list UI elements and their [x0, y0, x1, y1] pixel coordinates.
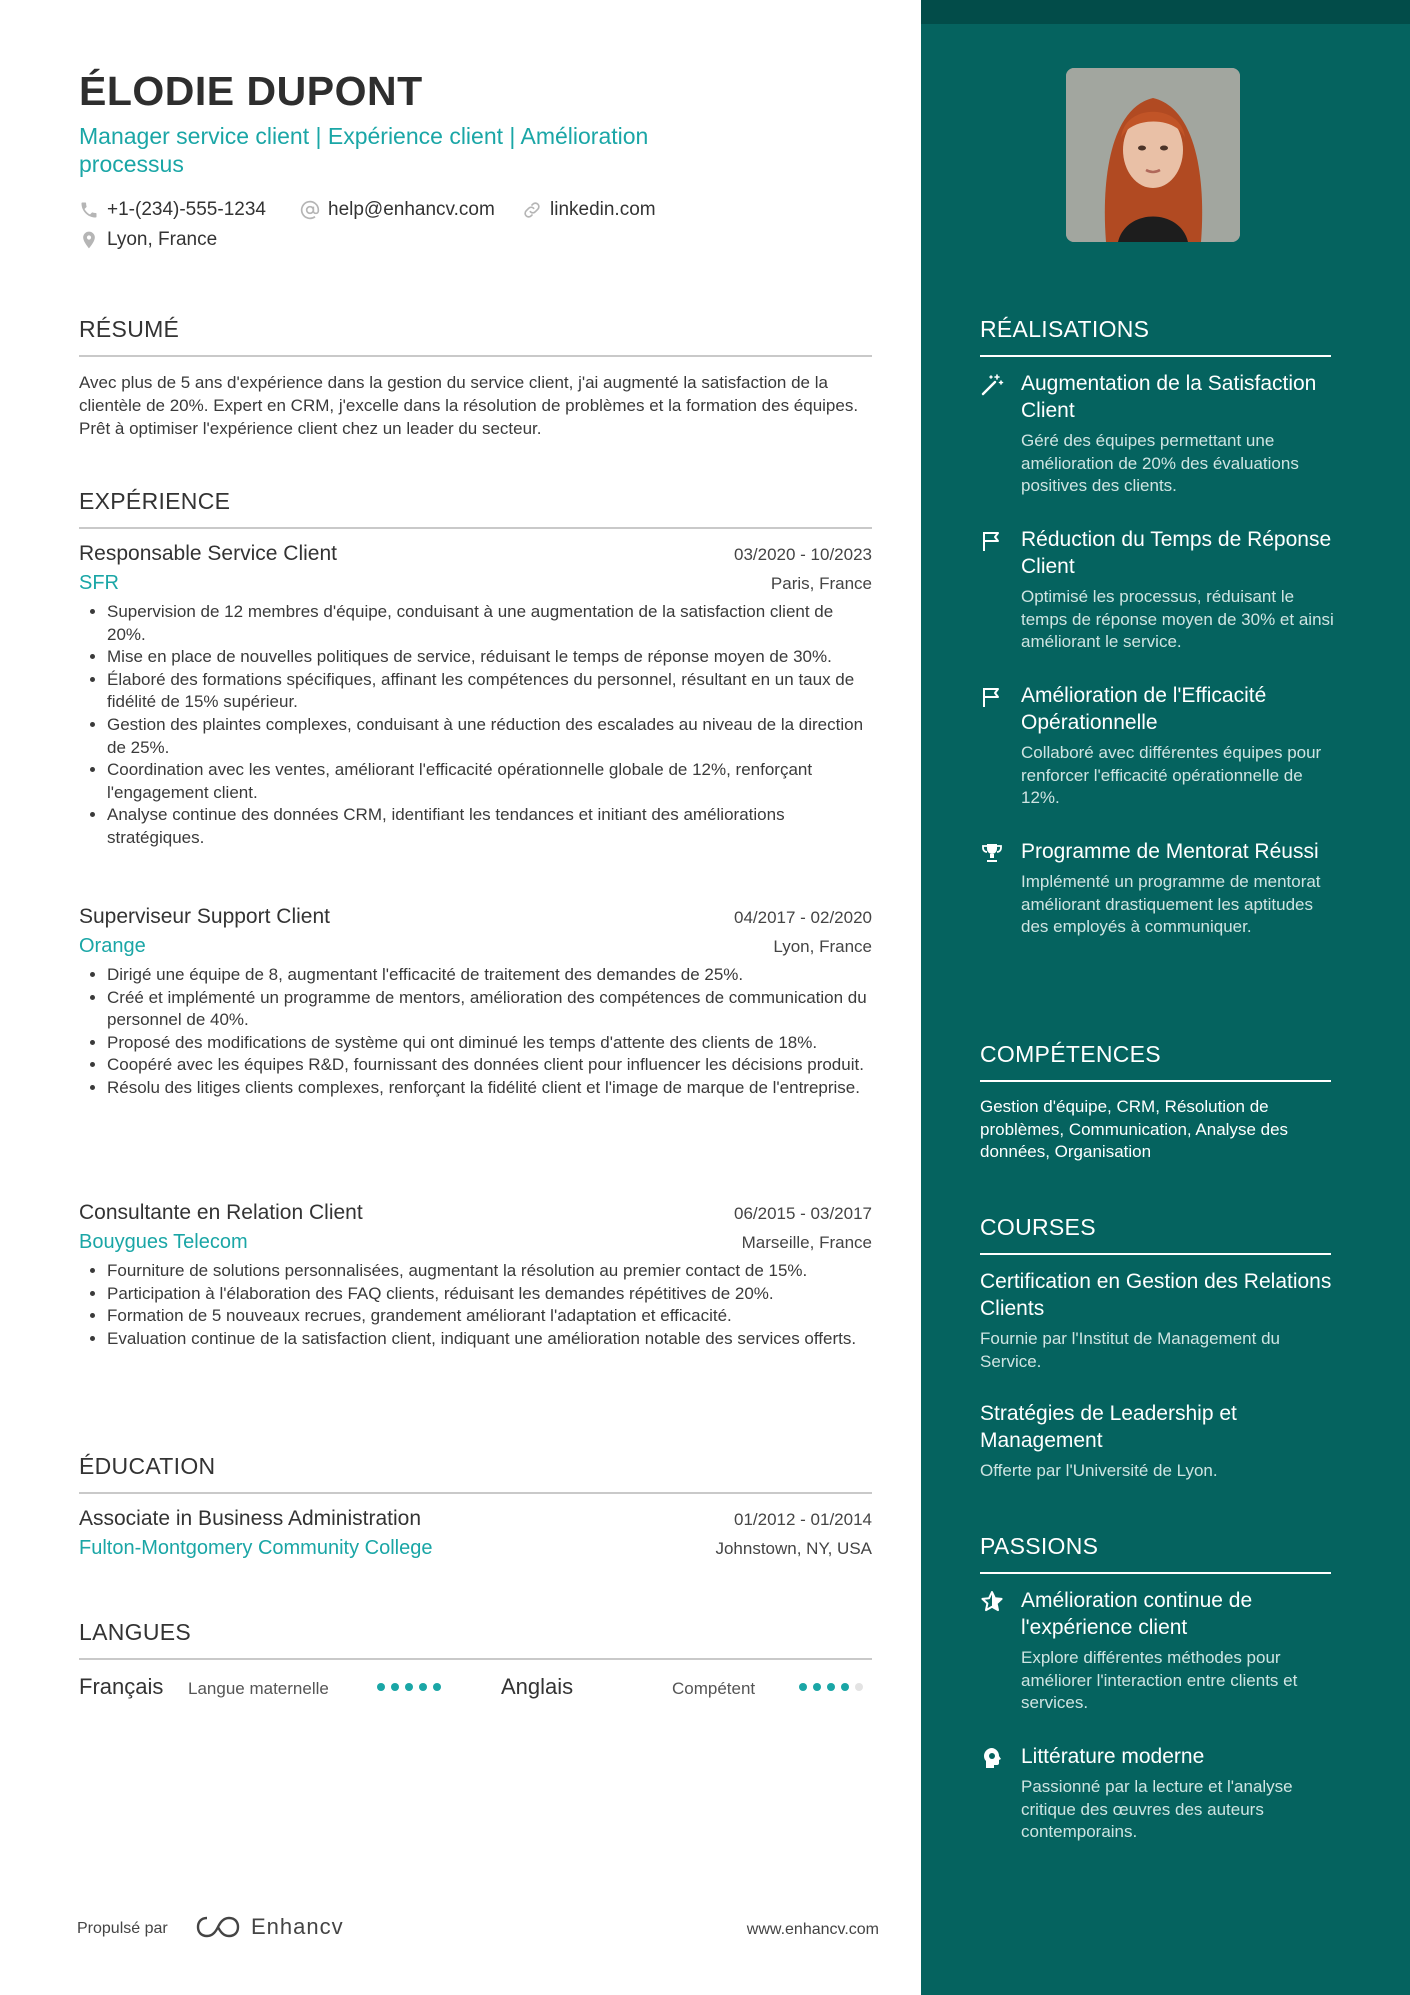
- sidebar-top-band: [921, 0, 1410, 24]
- job-bullet: • Créé et implémenté un programme de mentors, amélioration des compétences de communication du personnel de 40%.: [107, 987, 872, 1032]
- job-location: Marseille, France: [741, 1233, 872, 1252]
- job-bullet: • Coordination avec les ventes, améliorant l'efficacité opérationnelle globale de 12%, renforçant l'engagement client.: [107, 759, 872, 804]
- job-location: Paris, France: [770, 574, 872, 593]
- job-entry: [79, 542, 872, 850]
- job-bullet: • Evaluation continue de la satisfaction client, indiquant une amélioration notable des services offerts.: [107, 1328, 872, 1351]
- skills-text: Gestion d'équipe, CRM, Résolution de problèmes, Communication, Analyse des données, Organisation: [980, 1097, 1289, 1162]
- job-dates: 03/2020 - 10/2023: [733, 545, 872, 564]
- job-title: Responsable Service Client: [79, 542, 337, 565]
- candidate-tagline: Manager service client | Expérience client | Amélioration processus: [79, 123, 649, 177]
- phone-icon: [79, 200, 99, 220]
- rating-dot: [419, 1683, 427, 1691]
- education-degree: Associate in Business Administration: [79, 1507, 421, 1530]
- course-item: [980, 1400, 1340, 1483]
- achievements-heading: RÉALISATIONS: [980, 316, 1331, 357]
- flag-icon: [980, 529, 1004, 553]
- job-bullet: • Fourniture de solutions personnalisées, augmentant la résolution au premier contact de 15%.: [107, 1260, 872, 1283]
- email-text[interactable]: help@enhancv.com: [328, 199, 495, 220]
- language-rating: [377, 1683, 441, 1691]
- phone-text: +1-(234)-555-1234: [107, 199, 266, 220]
- at-icon: [300, 200, 320, 220]
- education-heading: ÉDUCATION: [79, 1453, 872, 1494]
- course-title: Certification en Gestion des Relations Clients: [980, 1270, 1332, 1320]
- education-entry: [79, 1507, 872, 1560]
- job-entry: [79, 905, 872, 1100]
- rating-dot: [433, 1683, 441, 1691]
- location-text: Lyon, France: [107, 229, 218, 250]
- profile-photo: [1066, 68, 1240, 242]
- job-bullets: [79, 601, 872, 850]
- job-bullets: [79, 964, 872, 1100]
- skills-heading: COMPÉTENCES: [980, 1041, 1331, 1082]
- achievement-item: [980, 526, 1340, 654]
- achievement-desc: Géré des équipes permettant une amélioration de 20% des évaluations positives des clients.: [1021, 431, 1299, 496]
- language-level: Langue maternelle: [188, 1679, 329, 1698]
- job-bullets: [79, 1260, 872, 1350]
- enhancv-logo-text: Enhancv: [251, 1914, 344, 1939]
- job-bullet: • Coopéré avec les équipes R&D, fournissant des données client pour influencer les décisions produit.: [107, 1054, 872, 1077]
- head-icon: [980, 1746, 1004, 1770]
- job-bullet: • Mise en place de nouvelles politiques de service, réduisant le temps de réponse moyen de 30%.: [107, 646, 872, 669]
- job-dates: 06/2015 - 03/2017: [733, 1204, 872, 1223]
- trophy-icon: [980, 841, 1004, 865]
- summary-heading: RÉSUMÉ: [79, 316, 872, 357]
- job-title: Superviseur Support Client: [79, 905, 330, 928]
- achievement-desc: Collaboré avec différentes équipes pour renforcer l'efficacité opérationnelle de 12%.: [1021, 743, 1322, 808]
- achievement-title: Augmentation de la Satisfaction Client: [1021, 372, 1317, 422]
- location-pin-icon: [79, 230, 99, 250]
- sidebar: [921, 0, 1410, 1995]
- job-bullet: • Proposé des modifications de système qui ont diminué les temps d'attente des clients de 18%.: [107, 1032, 872, 1055]
- passion-title: Littérature moderne: [1021, 1745, 1205, 1768]
- footer-powered-by: Propulsé par: [77, 1920, 168, 1937]
- education-school: Fulton-Montgomery Community College: [79, 1537, 433, 1559]
- job-bullet: • Élaboré des formations spécifiques, affinant les compétences du personnel, résultant en un taux de fidélité de 15% supérieur.: [107, 669, 872, 714]
- flag-icon: [980, 685, 1004, 709]
- courses-heading: COURSES: [980, 1214, 1331, 1255]
- contact-email[interactable]: [300, 199, 495, 221]
- achievement-title: Programme de Mentorat Réussi: [1021, 840, 1319, 863]
- rating-dot: [799, 1683, 807, 1691]
- job-bullet: • Gestion des plaintes complexes, conduisant à une réduction des escalades au niveau de la direction de 25%.: [107, 714, 872, 759]
- rating-dot: [827, 1683, 835, 1691]
- contact-phone: [79, 199, 266, 221]
- course-desc: Fournie par l'Institut de Management du Service.: [980, 1329, 1280, 1371]
- rating-dot: [841, 1683, 849, 1691]
- course-title: Stratégies de Leadership et Management: [980, 1402, 1237, 1452]
- passions-heading: PASSIONS: [980, 1533, 1331, 1574]
- job-bullet: • Supervision de 12 membres d'équipe, conduisant à une augmentation de la satisfaction client de 20%.: [107, 601, 872, 646]
- rating-dot: [855, 1683, 863, 1691]
- job-company: SFR: [79, 572, 119, 594]
- job-title: Consultante en Relation Client: [79, 1201, 363, 1224]
- language-name: Anglais: [501, 1674, 574, 1699]
- job-company: Orange: [79, 935, 146, 957]
- contact-location: [79, 229, 217, 251]
- course-desc: Offerte par l'Université de Lyon.: [980, 1461, 1218, 1480]
- job-company: Bouygues Telecom: [79, 1231, 248, 1253]
- passion-title: Amélioration continue de l'expérience client: [1021, 1589, 1253, 1639]
- job-bullet: • Dirigé une équipe de 8, augmentant l'efficacité de traitement des demandes de 25%.: [107, 964, 872, 987]
- achievement-desc: Implémenté un programme de mentorat améliorant drastiquement les aptitudes des employés à communiquer.: [1021, 872, 1321, 937]
- job-entry: [79, 1201, 872, 1350]
- contact-linkedin[interactable]: [522, 199, 656, 221]
- education-dates: 01/2012 - 01/2014: [733, 1510, 872, 1529]
- rating-dot: [813, 1683, 821, 1691]
- achievement-title: Réduction du Temps de Réponse Client: [1021, 528, 1332, 578]
- magic-wand-icon: [980, 373, 1004, 397]
- job-bullet: • Résolu des litiges clients complexes, renforçant la fidélité client et l'image de marque de l'entreprise.: [107, 1077, 872, 1100]
- rating-dot: [377, 1683, 385, 1691]
- job-dates: 04/2017 - 02/2020: [733, 908, 872, 927]
- summary-text: Avec plus de 5 ans d'expérience dans la gestion du service client, j'ai augmenté la satisfaction de la clientèle de 20%. Expert en CRM, j'excelle dans la résolution de problèmes et la formation des équipes. Prêt à optimiser l'expérience client chez un leader du secteur.: [79, 373, 859, 438]
- enhancv-logo[interactable]: [195, 1914, 344, 1940]
- job-bullet: • Formation de 5 nouveaux recrues, grandement améliorant l'adaptation et efficacité.: [107, 1305, 872, 1328]
- candidate-name: ÉLODIE DUPONT: [79, 68, 423, 114]
- passion-item: [980, 1743, 1340, 1844]
- enhancv-logo-icon: [195, 1914, 241, 1940]
- achievement-title: Amélioration de l'Efficacité Opérationnelle: [1021, 684, 1267, 734]
- job-location: Lyon, France: [773, 937, 872, 956]
- education-location: Johnstown, NY, USA: [715, 1539, 872, 1558]
- job-bullet: • Analyse continue des données CRM, identifiant les tendances et initiant des améliorations stratégiques.: [107, 804, 872, 849]
- linkedin-text[interactable]: linkedin.com: [550, 199, 656, 220]
- achievement-item: [980, 370, 1340, 498]
- passion-desc: Explore différentes méthodes pour améliorer l'interaction entre clients et services.: [1021, 1648, 1298, 1713]
- rating-dot: [405, 1683, 413, 1691]
- achievement-item: [980, 838, 1340, 939]
- link-icon: [522, 200, 542, 220]
- achievement-item: [980, 682, 1340, 810]
- experience-heading: EXPÉRIENCE: [79, 488, 872, 529]
- rating-dot: [391, 1683, 399, 1691]
- passion-desc: Passionné par la lecture et l'analyse critique des œuvres des auteurs contemporains.: [1021, 1777, 1293, 1842]
- star-icon: [980, 1590, 1004, 1614]
- language-level: Compétent: [672, 1679, 756, 1698]
- course-item: [980, 1268, 1340, 1373]
- achievement-desc: Optimisé les processus, réduisant le temps de réponse moyen de 30% et ainsi améliorant le service.: [1021, 587, 1334, 652]
- languages-heading: LANGUES: [79, 1619, 872, 1660]
- footer-url[interactable]: www.enhancv.com: [746, 1921, 879, 1938]
- language-name: Français: [79, 1674, 164, 1699]
- passion-item: [980, 1587, 1340, 1715]
- language-rating: [799, 1683, 863, 1691]
- job-bullet: • Participation à l'élaboration des FAQ clients, réduisant les demandes répétitives de 20%.: [107, 1283, 872, 1306]
